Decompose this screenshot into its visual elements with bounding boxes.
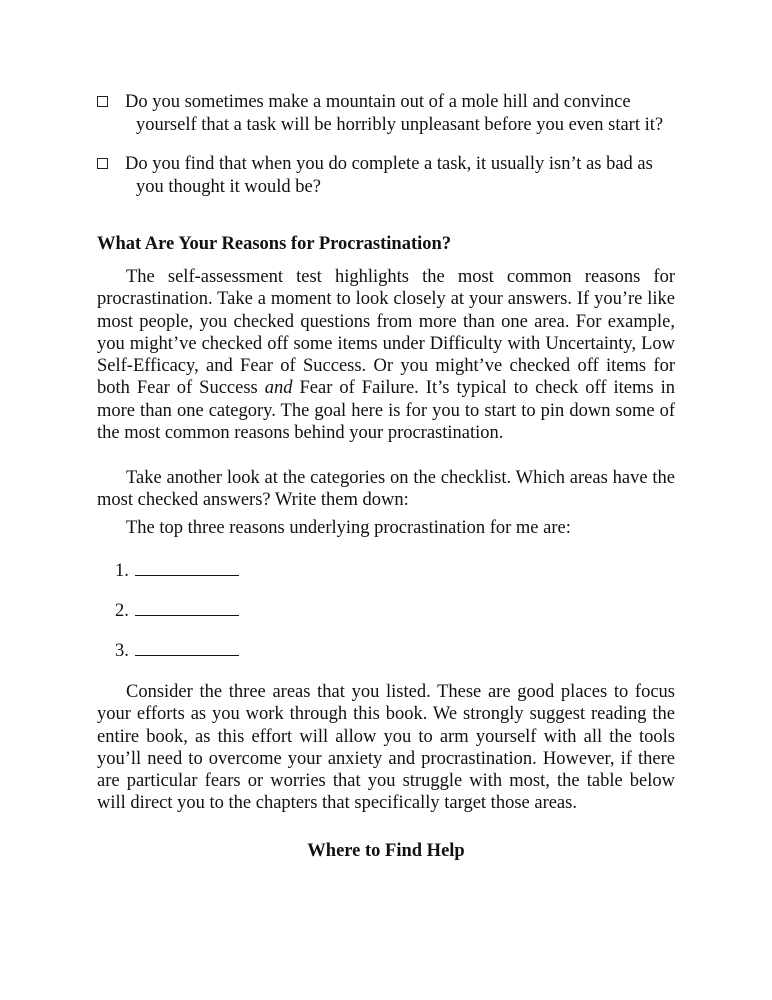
section-heading: What Are Your Reasons for Procrastination?: [97, 234, 452, 254]
numbered-blank: [115, 639, 239, 662]
body-paragraph: Take another look at the categories on the checklist. Which areas have the most checked answers? Write them down:: [97, 468, 675, 511]
body-paragraph: [97, 266, 675, 444]
numbered-blank: [115, 599, 239, 622]
checklist-item: [97, 153, 677, 198]
prompt-text: The top three reasons underlying procrastination for me are:: [126, 518, 571, 538]
body-paragraph: Consider the three areas that you listed. These are good places to focus your efforts as you work through this book. We strongly suggest reading the entire book, as this effort will allow you to arm yourself with all the tools you’ll need to overcome your anxiety and procrastination. However, if there are particular fears or worries that you struggle with most, the table below will direct you to the chapters that specifically target those areas.: [97, 682, 675, 814]
paragraph-text: The self-assessment test highlights the most common reasons for procrastination. Take a moment to look closely at your answers. If you’re like most people, you checked questions from more than one area. For example, you might’ve checked off some items under Difficulty with Uncertainty, Low Self-Efficacy, and Fear of Success. Or you might’ve checked off items for both Fear of Success: [97, 267, 675, 399]
checkbox-icon[interactable]: [97, 96, 108, 107]
checklist-item: [97, 91, 677, 136]
list-number: 3.: [115, 641, 129, 661]
checklist-item-line: Do you find that when you do complete a task, it usually isn’t as bad as: [125, 154, 653, 174]
answer-blank-line[interactable]: [135, 559, 239, 576]
checklist-item-line: Do you sometimes make a mountain out of a mole hill and convince: [125, 92, 631, 112]
checklist-item-line: yourself that a task will be horribly unpleasant before you even start it?: [136, 114, 664, 135]
checkbox-icon[interactable]: [97, 158, 108, 169]
checklist-item-line: you thought it would be?: [136, 176, 321, 197]
answer-blank-line[interactable]: [135, 639, 239, 656]
emphasis-text: and: [264, 378, 293, 399]
table-heading: Where to Find Help: [307, 841, 465, 861]
list-number: 2.: [115, 601, 129, 621]
paragraph-text: Fear of Failure. It’s typical to check off items in more than one category. The goal here is for you to start to pin down some of the most common reasons behind your procrastination.: [97, 378, 675, 444]
list-number: 1.: [115, 561, 129, 581]
answer-blank-line[interactable]: [135, 599, 239, 616]
numbered-blank: [115, 559, 239, 582]
